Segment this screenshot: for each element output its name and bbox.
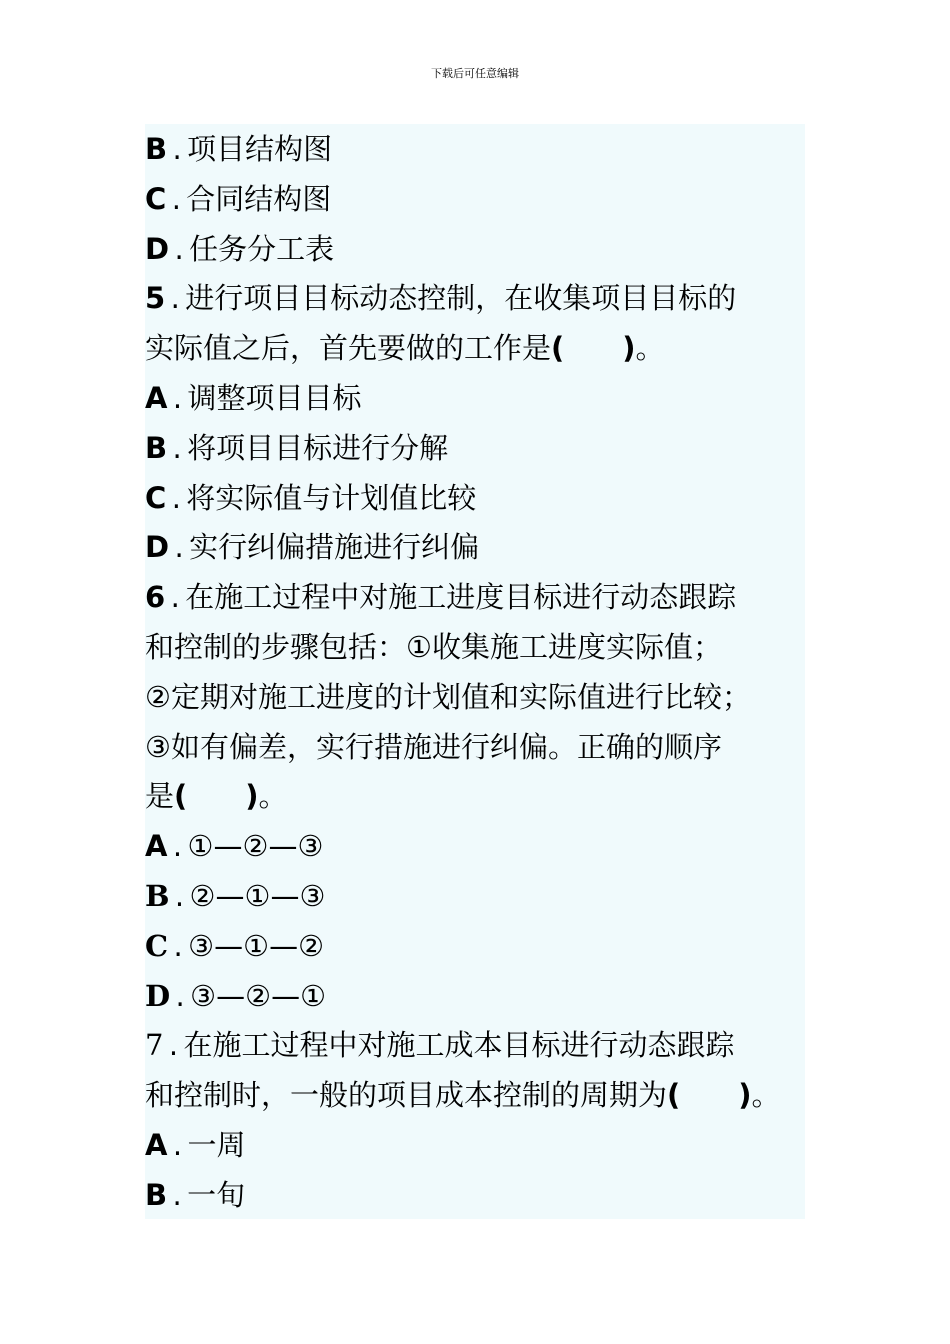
text-line bbox=[145, 577, 736, 617]
option-label: 5 bbox=[145, 281, 166, 316]
label-separator: . bbox=[172, 829, 183, 864]
line-text: 将实际值与计划值比较 bbox=[186, 480, 477, 515]
text-line bbox=[145, 776, 288, 816]
line-text: 将项目目标进行分解 bbox=[187, 430, 449, 465]
text-line bbox=[145, 378, 361, 418]
line-text: 实行纠偏措施进行纠偏 bbox=[189, 530, 480, 565]
text-line bbox=[145, 527, 479, 567]
line-ending: 。 bbox=[751, 1078, 781, 1113]
text-line bbox=[145, 876, 326, 916]
line-text: 合同结构图 bbox=[186, 181, 332, 216]
text-line bbox=[145, 1025, 734, 1065]
text-line bbox=[145, 478, 476, 518]
text-line bbox=[145, 328, 665, 368]
label-separator: . bbox=[171, 181, 181, 216]
text-line bbox=[145, 278, 736, 318]
line-text: ②定期对施工进度的计划值和实际值进行比较； bbox=[145, 679, 751, 714]
question-content bbox=[145, 124, 805, 1219]
line-text: 在施工过程中对施工进度目标进行动态跟踪 bbox=[185, 580, 737, 615]
text-line bbox=[145, 229, 334, 269]
option-label: B bbox=[145, 132, 168, 166]
text-line bbox=[145, 1125, 245, 1165]
text-line bbox=[145, 727, 722, 767]
line-text: ③—②—① bbox=[190, 978, 327, 1013]
option-label: C bbox=[145, 480, 167, 515]
line-text: 和控制时，一般的项目成本控制的周期为 bbox=[145, 1078, 668, 1113]
line-text: ③—①—② bbox=[188, 928, 325, 963]
line-text: 进行项目目标动态控制，在收集项目目标的 bbox=[185, 281, 737, 316]
line-text: 是 bbox=[145, 779, 175, 814]
label-separator: . bbox=[175, 978, 185, 1013]
label-separator: . bbox=[174, 530, 184, 565]
line-ending: 。 bbox=[635, 331, 665, 366]
text-line bbox=[145, 627, 722, 667]
option-label: D bbox=[145, 978, 171, 1013]
option-label: B bbox=[145, 879, 170, 913]
line-text: 一旬 bbox=[187, 1177, 246, 1212]
text-line bbox=[145, 976, 326, 1016]
answer-blank: ( ) bbox=[667, 1078, 752, 1113]
option-label: B bbox=[145, 1177, 168, 1212]
line-ending: 。 bbox=[258, 779, 288, 814]
label-separator: . bbox=[172, 132, 182, 166]
text-line bbox=[145, 179, 331, 219]
line-text: 调整项目目标 bbox=[187, 381, 362, 415]
label-separator: . bbox=[172, 381, 183, 415]
text-line bbox=[145, 826, 323, 866]
text-line bbox=[145, 926, 324, 966]
line-text: 在施工过程中对施工成本目标进行动态跟踪 bbox=[183, 1028, 735, 1063]
label-separator: . bbox=[172, 430, 182, 465]
label-separator: . bbox=[173, 928, 183, 963]
page-header: 下载后可任意编辑 bbox=[431, 67, 519, 80]
line-text: 和控制的步骤包括：①收集施工进度实际值； bbox=[145, 630, 722, 664]
line-text: 一周 bbox=[187, 1128, 246, 1162]
option-label: C bbox=[145, 181, 167, 216]
line-text: 项目结构图 bbox=[187, 132, 333, 166]
label-separator: . bbox=[170, 281, 180, 316]
option-label: D bbox=[145, 530, 170, 565]
label-separator: . bbox=[172, 1177, 182, 1212]
line-text: 实际值之后，首先要做的工作是 bbox=[145, 331, 552, 366]
line-text: ③如有偏差，实行措施进行纠偏。正确的顺序 bbox=[145, 729, 722, 764]
option-label: D bbox=[145, 231, 170, 266]
text-line bbox=[145, 1075, 781, 1115]
label-separator: . bbox=[174, 879, 185, 913]
label-separator: . bbox=[168, 1028, 179, 1063]
option-label: B bbox=[145, 430, 168, 465]
text-line bbox=[145, 1175, 245, 1215]
option-label: 6 bbox=[145, 580, 166, 615]
line-text: ①—②—③ bbox=[187, 829, 324, 864]
text-line bbox=[145, 129, 332, 169]
answer-blank: ( ) bbox=[174, 779, 259, 814]
label-separator: . bbox=[174, 231, 184, 266]
label-separator: . bbox=[171, 480, 181, 515]
label-separator: . bbox=[172, 1128, 183, 1162]
text-line bbox=[145, 428, 448, 468]
text-line bbox=[145, 677, 751, 717]
answer-blank: ( ) bbox=[551, 331, 636, 366]
line-text: 任务分工表 bbox=[189, 231, 335, 266]
option-label: 7 bbox=[145, 1028, 164, 1063]
label-separator: . bbox=[170, 580, 180, 615]
line-text: ②—①—③ bbox=[189, 879, 326, 913]
option-label: A bbox=[145, 381, 168, 415]
option-label: A bbox=[145, 829, 168, 864]
option-label: C bbox=[145, 928, 169, 963]
option-label: A bbox=[145, 1128, 168, 1162]
